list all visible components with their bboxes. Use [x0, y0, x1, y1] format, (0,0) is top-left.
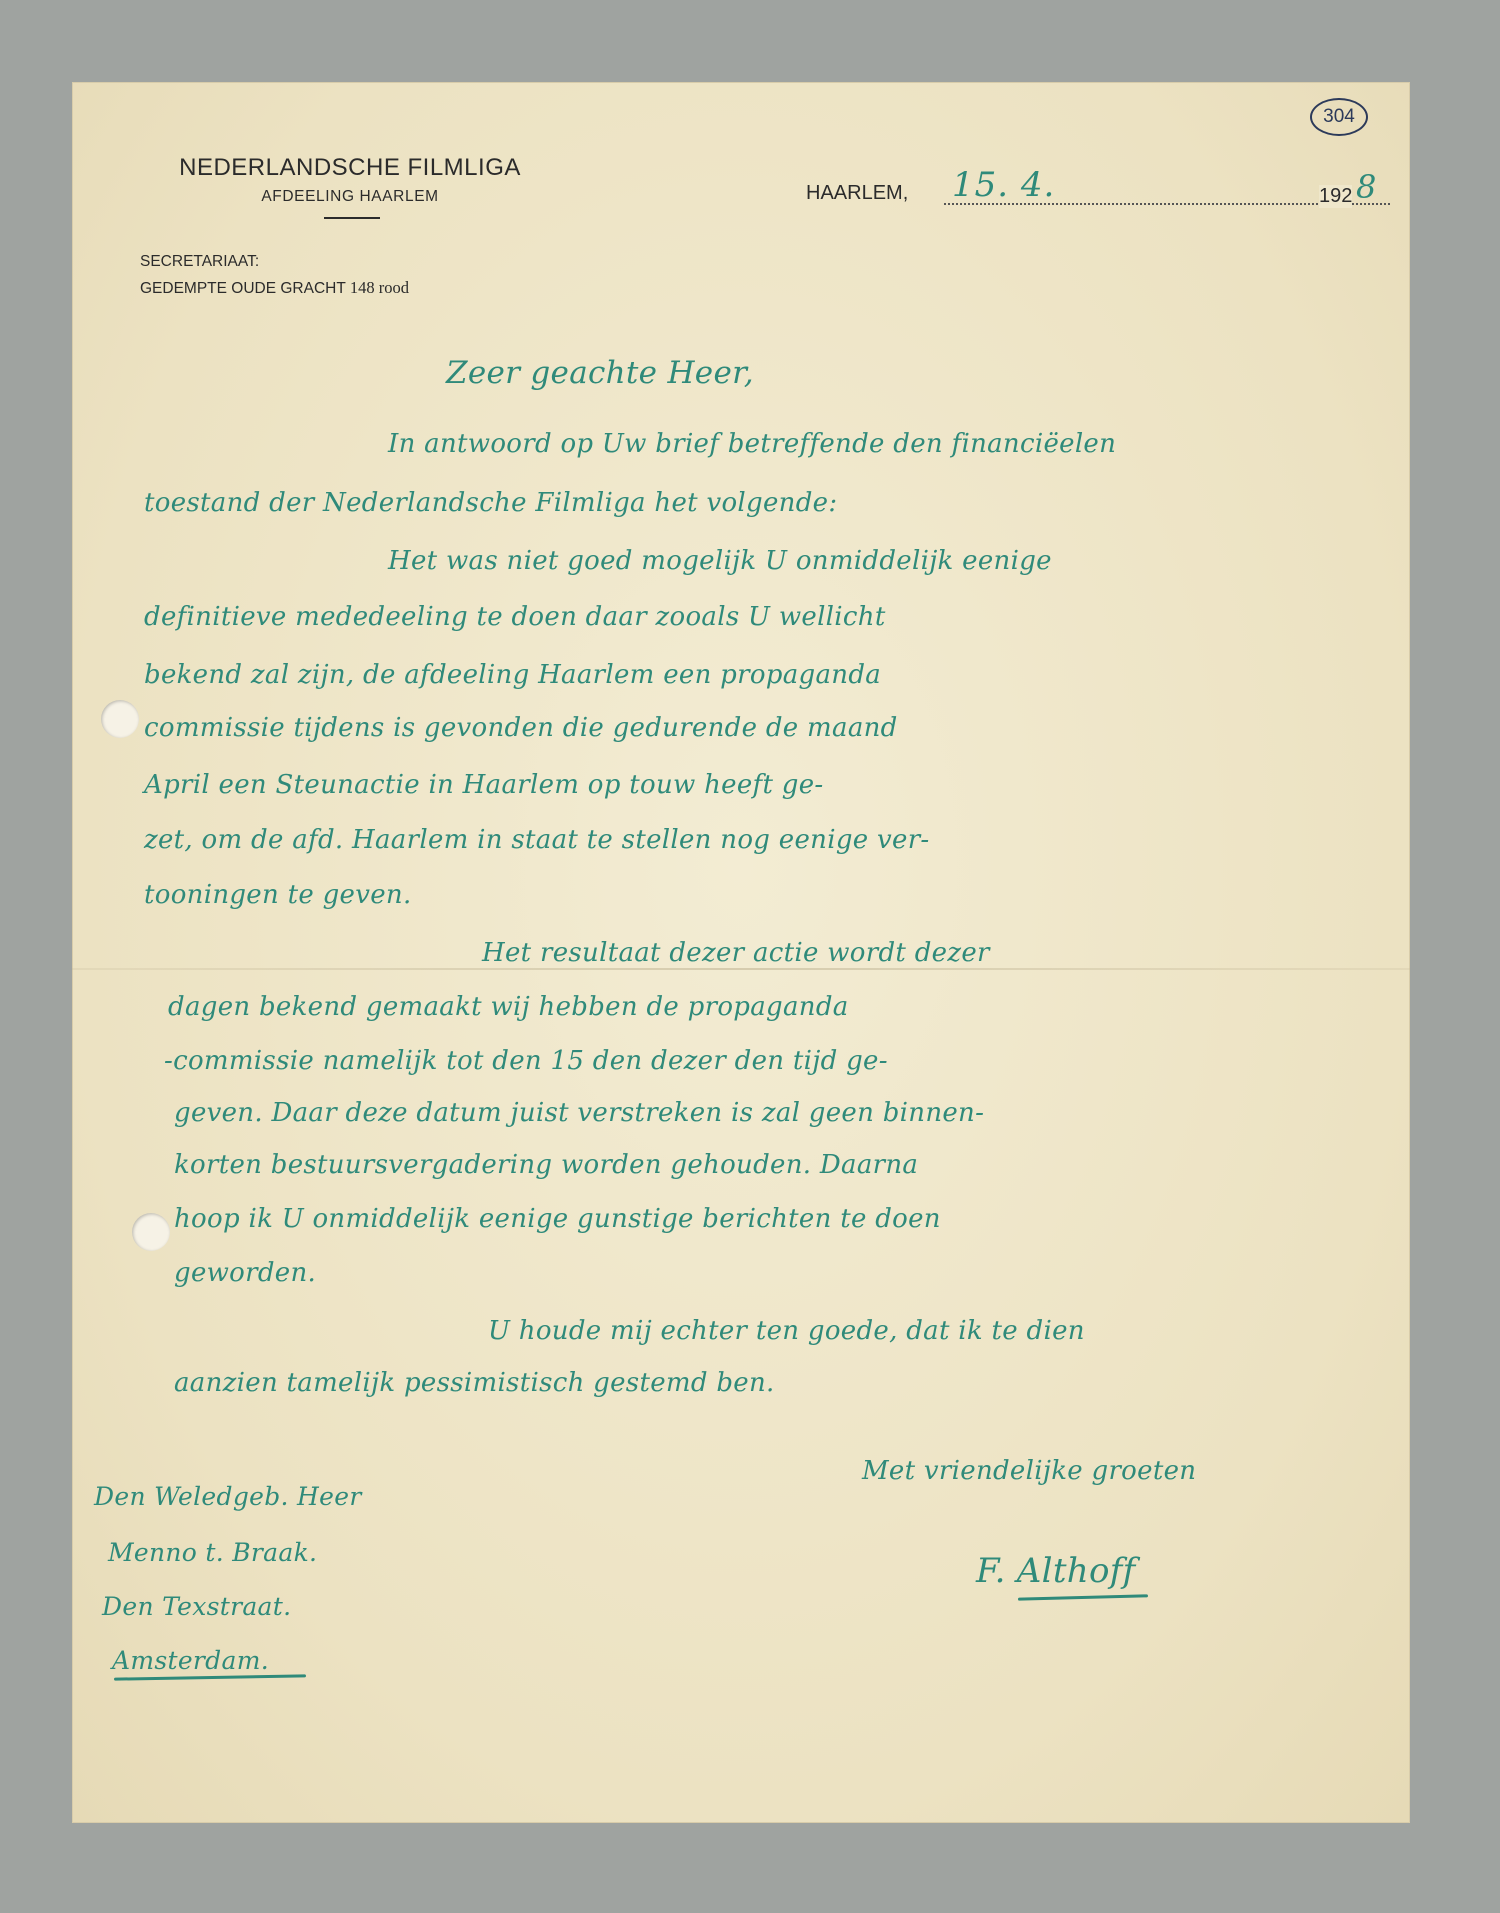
dateline-year-printed: 192 — [1319, 185, 1353, 207]
secretariat-label: SECRETARIAAT: — [140, 253, 260, 270]
letterhead-organisation: NEDERLANDSCHE FILMLIGA — [179, 154, 521, 181]
letter-sheet — [72, 82, 1410, 1823]
letterhead-rule — [324, 217, 380, 219]
letter-line: geworden. — [174, 1258, 317, 1288]
letter-line: commissie tijdens is gevonden die gedurende de maand — [144, 713, 898, 743]
letter-line: In antwoord op Uw brief betreffende den financiëelen — [388, 429, 1117, 459]
signature: F. Althoff — [976, 1551, 1136, 1591]
letter-closing: Met vriendelijke groeten — [862, 1456, 1197, 1486]
letter-line: tooningen te geven. — [144, 880, 412, 910]
signature-underline — [1018, 1594, 1148, 1600]
letter-salutation: Zeer geachte Heer, — [446, 355, 754, 391]
secretariat-house-number: 148 rood — [349, 278, 409, 297]
letter-line: April een Steunactie in Haarlem op touw heeft ge- — [144, 770, 824, 800]
paper-fold — [72, 968, 1410, 970]
letter-line: aanzien tamelijk pessimistisch gestemd ben. — [174, 1368, 775, 1398]
letter-line: -commissie namelijk tot den 15 den dezer den tijd ge- — [164, 1046, 888, 1076]
addressee-line: Menno t. Braak. — [108, 1538, 318, 1567]
letter-line: hoop ik U onmiddelijk eenige gunstige berichten te doen — [174, 1204, 941, 1234]
letterhead-department: AFDEELING HAARLEM — [261, 188, 439, 205]
secretariat-address — [140, 278, 409, 298]
addressee-line: Amsterdam. — [112, 1646, 269, 1675]
letter-line: korten bestuursvergadering worden gehouden. Daarna — [174, 1150, 919, 1180]
secretariat-street: GEDEMPTE OUDE GRACHT — [140, 280, 346, 297]
letter-line: dagen bekend gemaakt wij hebben de propaganda — [168, 992, 849, 1022]
punch-hole-top — [101, 700, 139, 738]
letter-line: definitieve mededeeling te doen daar zooals U wellicht — [144, 602, 886, 632]
addressee-line: Den Texstraat. — [102, 1592, 292, 1621]
letter-line: geven. Daar deze datum juist verstreken is zal geen binnen- — [174, 1098, 985, 1128]
handwritten-year-digit: 8 — [1356, 168, 1377, 206]
addressee-line: Den Weledgeb. Heer — [94, 1482, 362, 1511]
letter-line: Het was niet goed mogelijk U onmiddelijk eenige — [388, 546, 1052, 576]
letter-line: bekend zal zijn, de afdeeling Haarlem een propaganda — [144, 660, 882, 690]
dateline-place: HAARLEM, — [806, 182, 909, 204]
letter-line: Het resultaat dezer actie wordt dezer — [482, 938, 990, 968]
archive-number: 304 — [1310, 98, 1368, 136]
handwritten-date: 15. 4. — [952, 165, 1056, 205]
letter-line: toestand der Nederlandsche Filmliga het volgende: — [144, 488, 838, 518]
punch-hole-bottom — [132, 1213, 170, 1251]
letter-line: zet, om de afd. Haarlem in staat te stellen nog eenige ver- — [144, 825, 930, 855]
addressee-underline — [114, 1674, 306, 1680]
letter-line: U houde mij echter ten goede, dat ik te dien — [488, 1316, 1085, 1346]
